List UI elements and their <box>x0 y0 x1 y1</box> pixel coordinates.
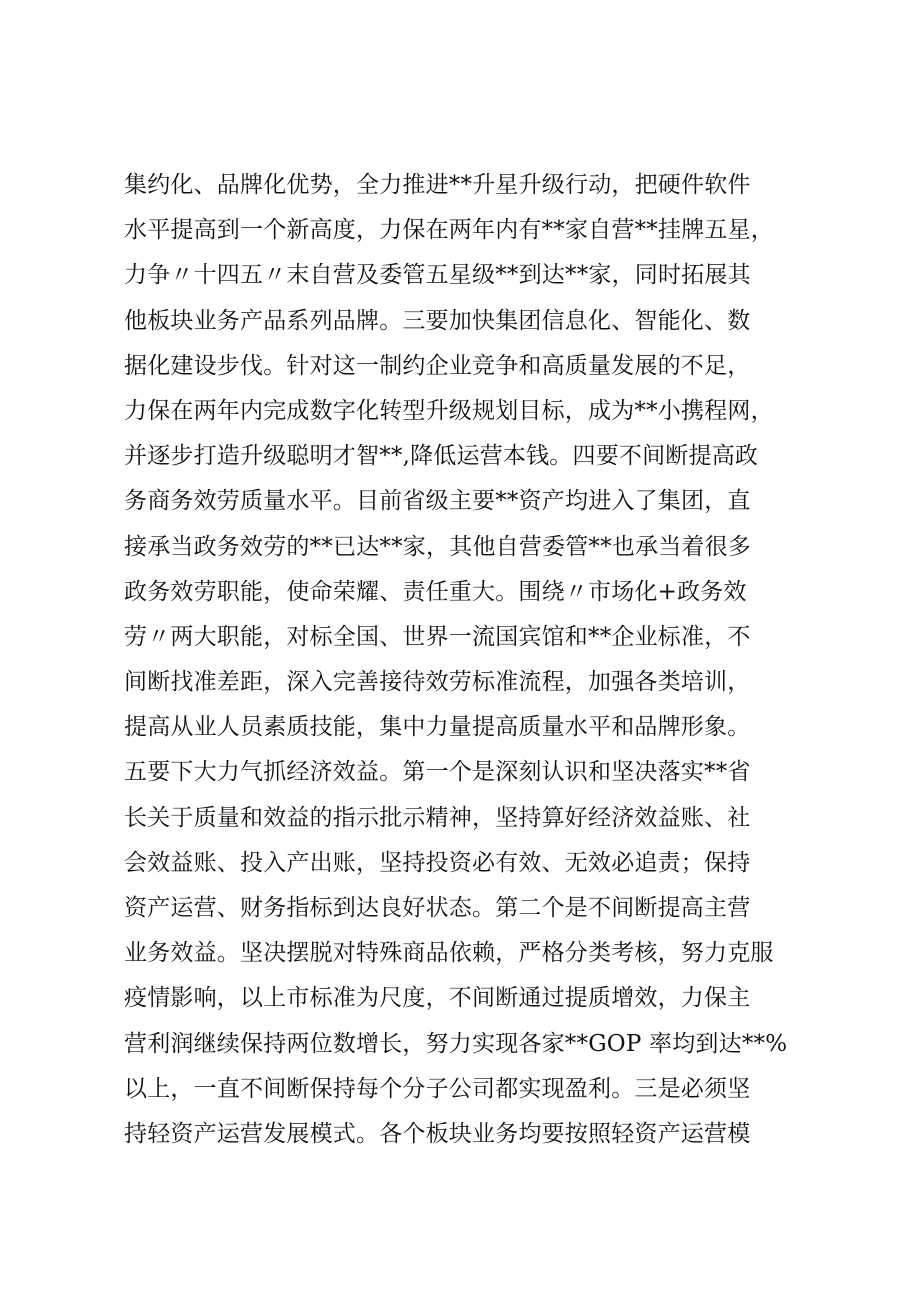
text-line: 五要下大力气抓经济效益。第一个是深刻认识和坚决落实**省 <box>124 759 751 786</box>
text-line: 务商务效劳质量水平。目前省级主要**资产均进入了集团，直 <box>124 488 751 515</box>
text-line: 以上，一直不间断保持每个分子公司都实现盈利。三是必须坚 <box>124 1075 751 1102</box>
text-line: 据化建设步伐。针对这一制约企业竞争和高质量发展的不足， <box>124 352 751 379</box>
text-line: 提高从业人员素质技能，集中力量提高质量水平和品牌形象。 <box>124 714 751 741</box>
text-line: 资产运营、财务指标到达良好状态。第二个是不间断提高主营 <box>124 895 751 921</box>
text-line: 业务效益。坚决摆脱对特殊商品依赖，严格分类考核，努力克服 <box>124 940 774 967</box>
text-line: 力保在两年内完成数字化转型升级规划目标，成为**小携程网， <box>124 397 774 424</box>
text-line: 力争〃十四五〃末自营及委管五星级**到达**家，同时拓展其 <box>124 262 751 289</box>
text-line: 水平提高到一个新高度，力保在两年内有**家自营**挂牌五星， <box>124 217 774 244</box>
text-line: 劳〃两大职能，对标全国、世界一流国宾馆和**企业标准，不 <box>124 623 751 650</box>
text-line: 持轻资产运营发展模式。各个板块业务均要按照轻资产运营模 <box>124 1120 751 1147</box>
text-line: 间断找准差距，深入完善接待效劳标准流程，加强各类培训， <box>124 669 751 696</box>
body-paragraph <box>124 163 804 1157</box>
text-line: 政务效劳职能，使命荣耀、责任重大。围绕〃市场化+政务效 <box>124 578 747 605</box>
text-line: 疫情影响，以上市标准为尺度，不间断通过提质增效，力保主 <box>124 985 751 1012</box>
text-line: 他板块业务产品系列品牌。三要加快集团信息化、智能化、数 <box>124 307 751 334</box>
text-line: 接承当政务效劳的**已达**家，其他自营委管**也承当着很多 <box>124 533 751 560</box>
text-line: 会效益账、投入产出账，坚持投资必有效、无效必追责；保持 <box>124 849 751 876</box>
text-line: 集约化、品牌化优势，全力推进**升星升级行动，把硬件软件 <box>124 172 751 198</box>
text-line: 长关于质量和效益的指示批示精神，坚持算好经济效益账、社 <box>124 804 751 831</box>
text-line: 营利润继续保持两位数增长，努力实现各家**GOP 率均到达**% <box>124 1030 788 1057</box>
text-line: 并逐步打造升级聪明才智**,降低运营本钱。四要不间断提高政 <box>124 443 759 470</box>
